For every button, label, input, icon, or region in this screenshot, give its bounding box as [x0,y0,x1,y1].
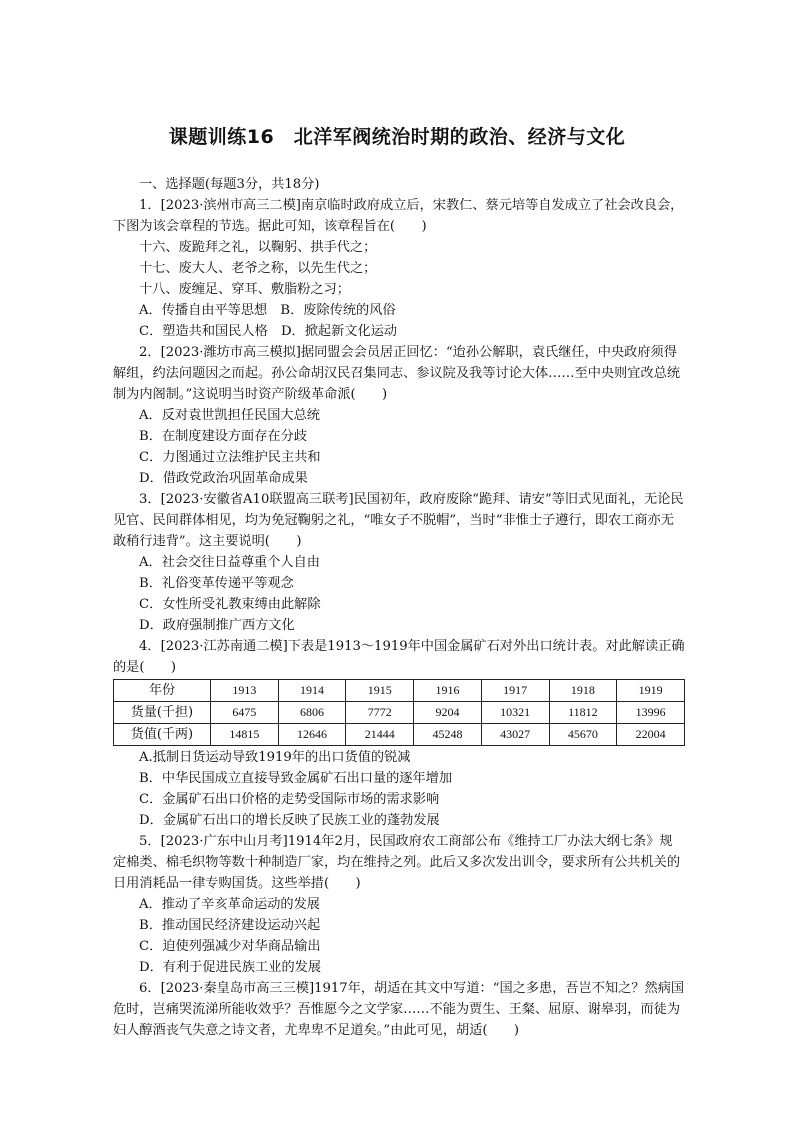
question-2-stem: 2．[2023·潍坊市高三模拟]据同盟会会员居正回忆：“迨孙公解职，袁氏继任，中央政府须得解组，约法问题因之而起。孙公命胡汉民召集同志、参议院及我等讨论大体……至中央则宜改总统制为内阁制。”这说明当时资产阶级革命派( ) [113,345,681,402]
question-2-option-a: A．反对袁世凯担任民国大总统 [139,408,320,423]
question-3-option-d: D．政府强制推广西方文化 [139,618,295,633]
table-header-cell: 1916 [414,680,482,702]
question-6-stem: 6．[2023·秦皇岛市高三三模]1917年，胡适在其文中写道：“国之多患，吾岂不知之？然病国危时，岂痛哭流涕所能收效乎？吾惟愿今之文学家……不能为贾生、王粲、屈原、谢皋羽，而徒为妇人醇酒丧气失意之诗文者，尤卑卑不足道矣。”由此可见，胡适( ) [113,981,685,1038]
question-2-option-b: B．在制度建设方面存在分歧 [139,429,307,444]
table-row [114,724,685,746]
table-cell: 22004 [617,724,685,746]
table-cell: 12646 [278,724,346,746]
question-4-option-a: A.抵制日货运动导致1919年的出口货值的锐减 [139,750,411,765]
question-4-option-b: B．中华民国成立直接导致金属矿石出口量的逐年增加 [139,771,453,786]
question-5-option-d: D．有利于促进民族工业的发展 [139,960,322,975]
question-1-stem: 1．[2023·滨州市高三二模]南京临时政府成立后，宋教仁、蔡元培等自发成立了社会改良会，下图为该会章程的节选。据此可知，该章程旨在( ) [113,198,684,234]
question-5-stem: 5．[2023·广东中山月考]1914年2月，民国政府农工商部公布《维持工厂办法大纲七条》规定棉类、棉毛织物等数十种制造厂家，均在维持之列。此后又多次发出训令，要求所有公共机关的日用消耗品一律专购国货。这些举措( ) [113,834,681,891]
question-list [113,174,685,1041]
table-cell: 9204 [414,702,482,724]
question-3-option-b: B．礼俗变革传递平等观念 [139,576,294,591]
table-header-cell: 1915 [346,680,414,702]
table-header-cell: 1913 [211,680,279,702]
table-cell: 21444 [346,724,414,746]
table-row [114,702,685,724]
table-row-label: 货值(千两) [114,724,211,746]
question-3-option-a: A．社会交往日益尊重个人自由 [139,555,320,570]
question-1-quote: 十七、废大人、老爷之称，以先生代之； [139,261,377,276]
question-1-quote: 十八、废缠足、穿耳、敷脂粉之习； [139,282,350,297]
page-title: 课题训练16 北洋军阀统治时期的政治、经济与文化 [168,126,626,148]
table-cell: 45670 [549,724,617,746]
question-4-stem: 4．[2023·江苏南通二模]下表是1913～1919年中国金属矿石对外出口统计表。对此解读正确的是( ) [113,639,685,675]
table-row-label: 货量(千担) [114,702,211,724]
question-3-option-c: C．女性所受礼教束缚由此解除 [139,597,321,612]
question-1-options-cd: C．塑造共和国民人格 D．掀起新文化运动 [139,324,398,339]
table-header-row [114,680,685,702]
question-1-options-ab: A．传播自由平等思想 B．废除传统的风俗 [139,303,396,318]
table-header-cell: 1917 [481,680,549,702]
table-cell: 10321 [481,702,549,724]
question-2-option-d: D．借政党政治巩固革命成果 [139,471,308,486]
question-5-option-a: A．推动了辛亥革命运动的发展 [139,897,320,912]
table-cell: 7772 [346,702,414,724]
question-4-option-d: D．金属矿石出口的增长反映了民族工业的蓬勃发展 [139,813,440,828]
table-cell: 6475 [211,702,279,724]
section-heading: 一、选择题(每题3分，共18分) [139,177,320,192]
table-cell: 45248 [414,724,482,746]
question-4-option-c: C．金属矿石出口价格的走势受国际市场的需求影响 [139,792,440,807]
question-5-option-b: B．推动国民经济建设运动兴起 [139,918,321,933]
table-cell: 13996 [617,702,685,724]
question-5-option-c: C．迫使列强减少对华商品输出 [139,939,321,954]
table-header-cell: 1918 [549,680,617,702]
question-1-quote: 十六、废跪拜之礼，以鞠躬、拱手代之； [139,240,377,255]
table-header-cell: 年份 [114,680,211,702]
question-3-stem: 3．[2023·安徽省A10联盟高三联考]民国初年，政府废除“跪拜、请安”等旧式见面礼，无论民见官、民间群体相见，均为免冠鞠躬之礼，“唯女子不脱帽”，当时“非惟士子遵行，即农工商亦无敢稍行违背”。这主要说明( ) [113,492,684,549]
table-cell: 11812 [549,702,617,724]
table-header-cell: 1919 [617,680,685,702]
question-2-option-c: C．力图通过立法维护民主共和 [139,450,321,465]
table-cell: 14815 [211,724,279,746]
table-header-cell: 1914 [278,680,346,702]
export-statistics-table [113,679,685,746]
table-cell: 43027 [481,724,549,746]
table-cell: 6806 [278,702,346,724]
